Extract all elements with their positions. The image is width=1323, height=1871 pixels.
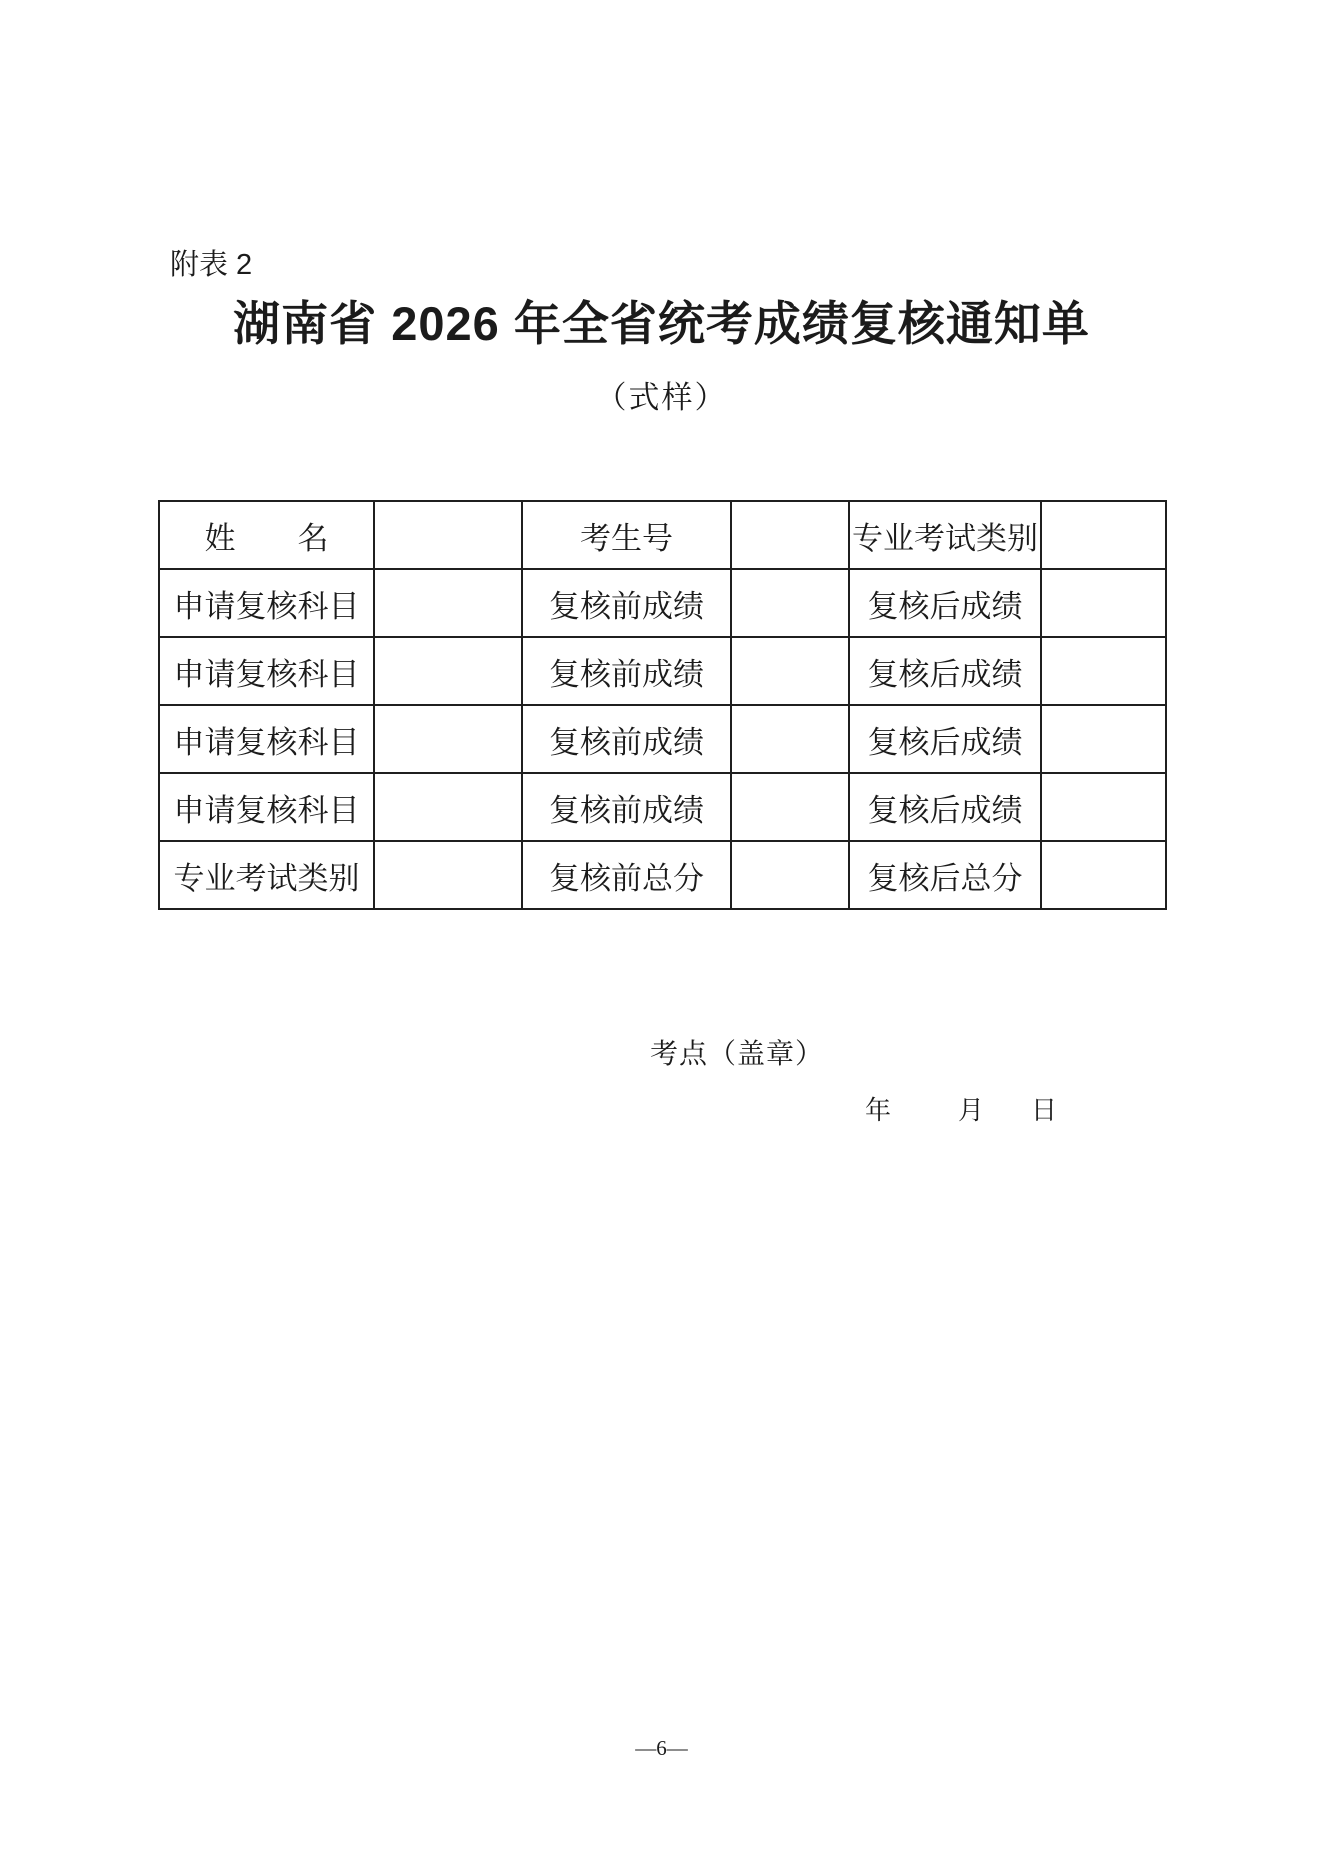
table-row <box>159 841 1166 909</box>
date-month-label: 月 <box>958 1095 985 1125</box>
score-before-label-cell: 复核前成绩 <box>522 637 731 705</box>
score-after-label-cell: 复核后成绩 <box>849 569 1041 637</box>
table-row <box>159 773 1166 841</box>
score-before-value-cell <box>731 569 849 637</box>
score-before-value-cell <box>731 705 849 773</box>
score-before-label-cell: 复核前成绩 <box>522 569 731 637</box>
candidate-number-label-cell: 考生号 <box>522 501 731 569</box>
page-title: 湖南省 2026 年全省统考成绩复核通知单 <box>233 297 1090 350</box>
table-row <box>159 569 1166 637</box>
page-number: —6— <box>635 1736 688 1760</box>
name-label-cell: 姓 名 <box>159 501 374 569</box>
table-row <box>159 705 1166 773</box>
review-subject-label-cell: 申请复核科目 <box>159 773 374 841</box>
score-before-label-cell: 复核前成绩 <box>522 705 731 773</box>
review-subject-value-cell <box>374 637 522 705</box>
score-after-value-cell <box>1041 569 1166 637</box>
table-row <box>159 637 1166 705</box>
table-row <box>159 501 1166 569</box>
score-before-label-cell: 复核前成绩 <box>522 773 731 841</box>
score-after-label-cell: 复核后成绩 <box>849 773 1041 841</box>
review-subject-label-cell: 申请复核科目 <box>159 637 374 705</box>
stamp-line: 考点（盖章） <box>650 1038 825 1069</box>
exam-category-value-cell <box>374 841 522 909</box>
score-after-label-cell: 复核后成绩 <box>849 637 1041 705</box>
review-subject-label-cell: 申请复核科目 <box>159 705 374 773</box>
exam-category-label-cell: 专业考试类别 <box>849 501 1041 569</box>
review-subject-label-cell: 申请复核科目 <box>159 569 374 637</box>
score-review-table <box>158 500 1167 910</box>
total-before-label-cell: 复核前总分 <box>522 841 731 909</box>
review-subject-value-cell <box>374 569 522 637</box>
total-after-value-cell <box>1041 841 1166 909</box>
review-subject-value-cell <box>374 705 522 773</box>
appendix-label: 附表 2 <box>170 249 253 281</box>
total-after-label-cell: 复核后总分 <box>849 841 1041 909</box>
score-before-value-cell <box>731 637 849 705</box>
date-line <box>865 1090 1057 1127</box>
exam-category-label-cell: 专业考试类别 <box>159 841 374 909</box>
total-before-value-cell <box>731 841 849 909</box>
score-before-value-cell <box>731 773 849 841</box>
candidate-number-value-cell <box>731 501 849 569</box>
score-after-value-cell <box>1041 773 1166 841</box>
page-subtitle: （式样） <box>595 380 728 415</box>
review-subject-value-cell <box>374 773 522 841</box>
score-after-value-cell <box>1041 705 1166 773</box>
score-after-value-cell <box>1041 637 1166 705</box>
date-year-label: 年 <box>865 1095 892 1125</box>
score-after-label-cell: 复核后成绩 <box>849 705 1041 773</box>
name-value-cell <box>374 501 522 569</box>
date-day-label: 日 <box>1031 1095 1058 1125</box>
exam-category-value-cell <box>1041 501 1166 569</box>
